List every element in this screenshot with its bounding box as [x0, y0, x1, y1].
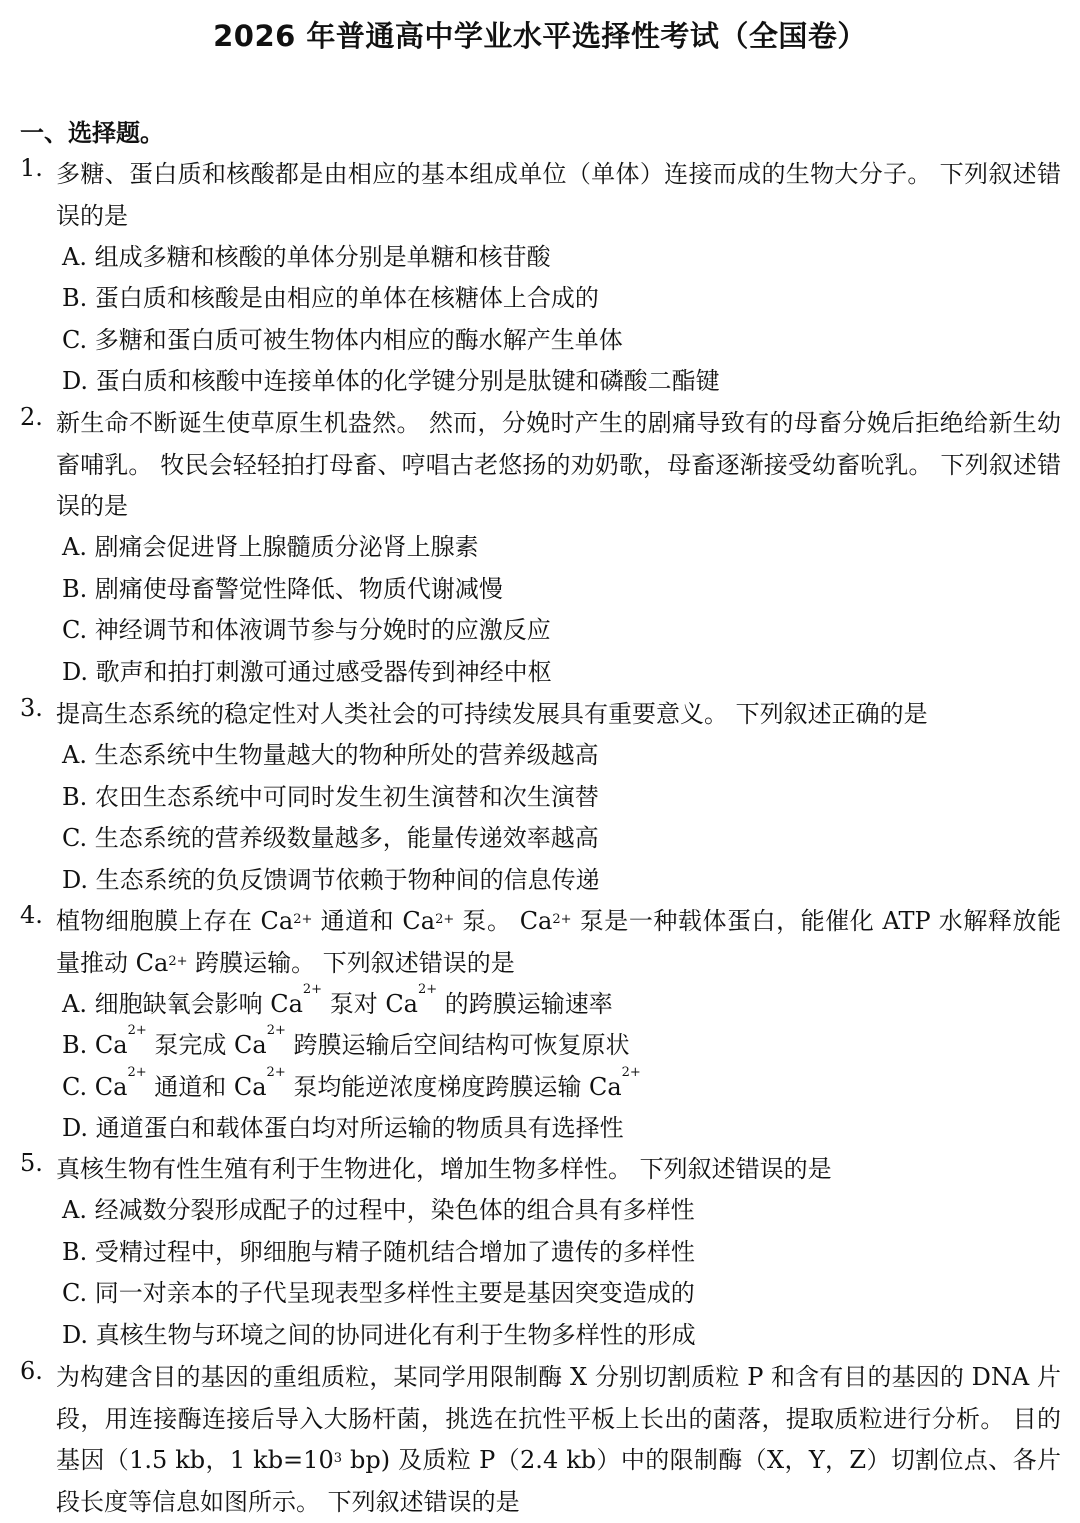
question-stem: 为构建含目的基因的重组质粒，某同学用限制酶 X 分别切割质粒 P 和含有目的基因的 DNA 片段，用连接酶连接后导入大肠杆菌，挑选在抗性平板上长出的菌落，提取质粒进行分析。 目的基因（1.5 kb，1 $kb=10^3$ bp) 及质粒 P（2.4 kb）中的限制酶（X，Y，Z）切割位点、各片段长度等信息如图所示。 下列叙述错误的是: [56, 1363, 1062, 1516]
question-number: 6.: [20, 1357, 43, 1385]
option-b: B. 蛋白质和核酸是由相应的单体在核糖体上合成的: [62, 284, 599, 312]
question-number: 2.: [20, 403, 43, 431]
option-d: D. 生态系统的负反馈调节依赖于物种间的信息传递: [62, 866, 600, 894]
option-b: B. $Ca^{2+}$ 泵完成 $Ca^{2+}$ 跨膜运输后空间结构可恢复原状: [62, 1023, 630, 1059]
option-b: B. 受精过程中，卵细胞与精子随机结合增加了遗传的多样性: [62, 1238, 695, 1266]
option-d: D. 蛋白质和核酸中连接单体的化学键分别是肽键和磷酸二酯键: [62, 367, 720, 395]
option-a: A. 生态系统中生物量越大的物种所处的营养级越高: [62, 741, 599, 769]
question-number: 4.: [20, 901, 43, 929]
option-a: A. 组成多糖和核酸的单体分别是单糖和核苷酸: [62, 243, 551, 271]
option-c: C. 多糖和蛋白质可被生物体内相应的酶水解产生单体: [62, 326, 623, 354]
option-b: B. 剧痛使母畜警觉性降低、物质代谢减慢: [62, 575, 503, 603]
question-stem: 多糖、蛋白质和核酸都是由相应的基本组成单位（单体）连接而成的生物大分子。 下列叙述错误的是: [56, 160, 1061, 230]
exam-title: 2026 年普通高中学业水平选择性考试（全国卷）: [213, 19, 867, 53]
option-c: C. $Ca^{2+}$ 通道和 $Ca^{2+}$ 泵均能逆浓度梯度跨膜运输 $Ca^{2+}$: [62, 1065, 641, 1101]
option-c: C. 生态系统的营养级数量越多，能量传递效率越高: [62, 824, 599, 852]
option-d: D. 通道蛋白和载体蛋白均对所运输的物质具有选择性: [62, 1114, 624, 1142]
question-number: 3.: [20, 694, 43, 722]
option-d: D. 歌声和拍打刺激可通过感受器传到神经中枢: [62, 658, 552, 686]
option-b: B. 农田生态系统中可同时发生初生演替和次生演替: [62, 783, 599, 811]
option-a: A. 经减数分裂形成配子的过程中，染色体的组合具有多样性: [62, 1196, 695, 1224]
question-number: 5.: [20, 1149, 43, 1177]
option-a: A. 细胞缺氧会影响 $Ca^{2+}$ 泵对 $Ca^{2+}$ 的跨膜运输速率: [62, 982, 613, 1018]
option-d: D. 真核生物与环境之间的协同进化有利于生物多样性的形成: [62, 1321, 696, 1349]
section-title: 一、选择题。: [20, 119, 164, 147]
question-stem: 新生命不断诞生使草原生机盎然。 然而，分娩时产生的剧痛导致有的母畜分娩后拒绝给新生幼畜哺乳。 牧民会轻轻拍打母畜、哼唱古老悠扬的劝奶歌，母畜逐渐接受幼畜吮乳。 下列叙述错误的是: [56, 409, 1061, 520]
option-c: C. 同一对亲本的子代呈现表型多样性主要是基因突变造成的: [62, 1279, 695, 1307]
question-stem: 植物细胞膜上存在 $Ca^{2+}$ 通道和 $Ca^{2+}$ 泵。 $Ca^{2+}$ 泵是一种载体蛋白，能催化 ATP 水解释放能量推动 $Ca^{2+}$ 跨膜运输。 下列叙述错误的是: [56, 907, 1061, 977]
option-c: C. 神经调节和体液调节参与分娩时的应激反应: [62, 616, 551, 644]
option-a: A. 剧痛会促进肾上腺髓质分泌肾上腺素: [62, 533, 479, 561]
question-stem: 真核生物有性生殖有利于生物进化，增加生物多样性。 下列叙述错误的是: [56, 1155, 832, 1183]
question-stem: 提高生态系统的稳定性对人类社会的可持续发展具有重要意义。 下列叙述正确的是: [56, 700, 928, 728]
question-number: 1.: [20, 154, 43, 182]
